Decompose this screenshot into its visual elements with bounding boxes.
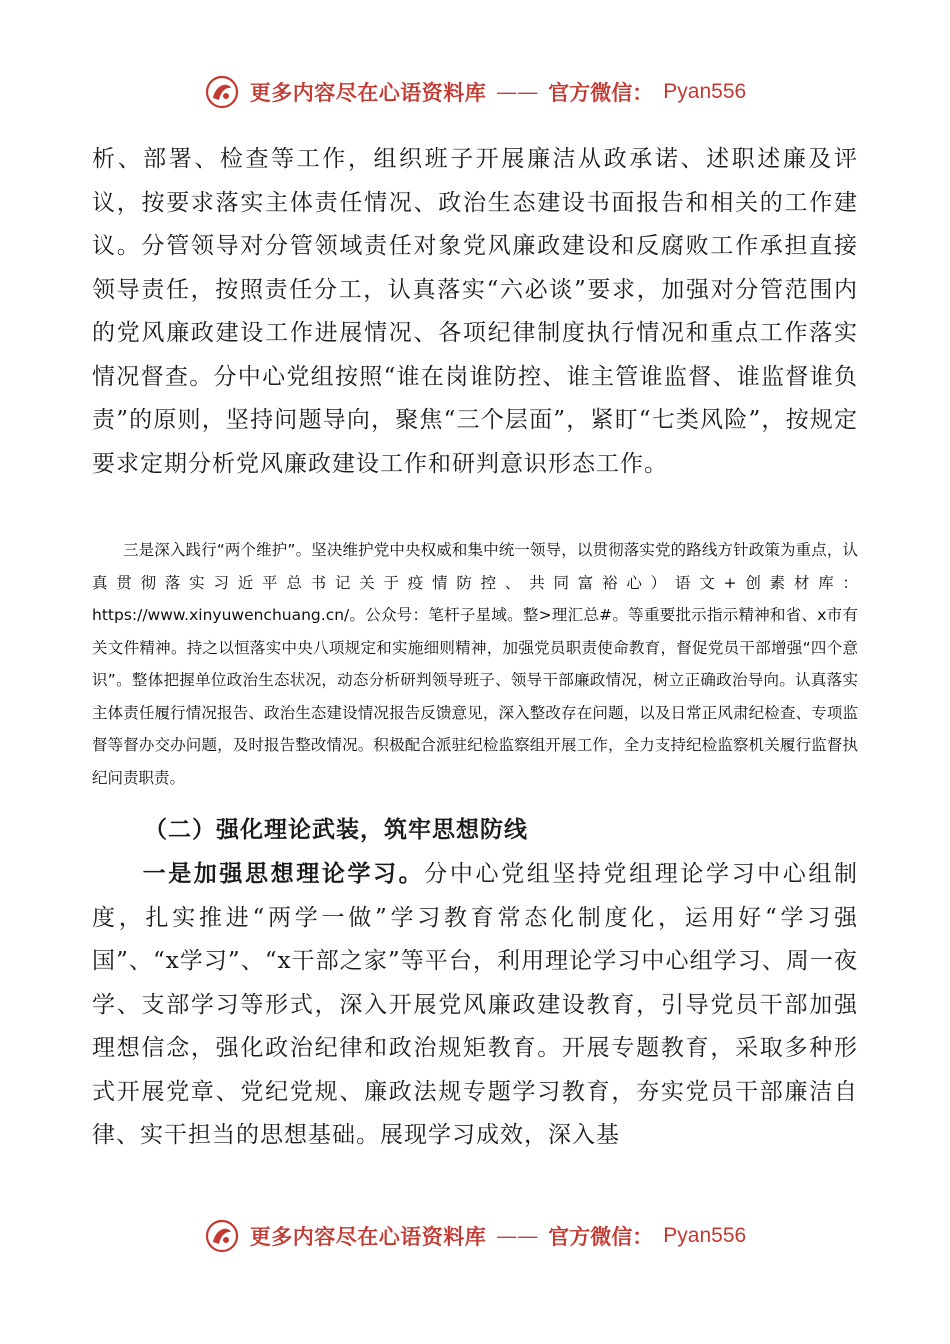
banner-channel: 官方微信：	[548, 1224, 654, 1249]
header-banner[interactable]	[0, 72, 950, 112]
banner-separator: ——	[496, 1224, 539, 1248]
paragraph-2-text: 分中心党组坚持党组理论学习中心组制度，扎实推进“两学一做”学习教育常态化制度化，运用好“学习强国”、“x学习”、“x干部之家”等平台，利用理论学习中心组学习、周一夜学、支部学习等形式，深入开展党风廉政建设教育，引导党员干部加强理想信念，强化政治纪律和政治规矩教育。开展专题教育，采取多种形式开展党章、党纪党规、廉政法规专题学习教育，夯实党员干部廉洁自律、实干担当的思想基础。展现学习成效，深入基	[92, 861, 859, 1148]
banner-separator: ——	[496, 80, 539, 104]
paragraph-2-lead: 一是加强思想理论学习。	[142, 860, 425, 887]
logo-icon	[204, 1218, 240, 1254]
paragraph-small: 三是深入践行“两个维护”。坚决维护党中央权威和集中统一领导，以贯彻落实党的路线方针政策为重点，认真贯彻落实习近平总书记关于疫情防控、共同富裕心）语文+创素材库：https://www.xinyuwenchuang.cn/。公众号：笔杆子星域。整>理汇总#。等重要批示指示精神和省、x市有关文件精神。持之以恒落实中央八项规定和实施细则精神，加强党员职责使命教育，督促党员干部增强“四个意识”。整体把握单位政治生态状况，动态分析研判领导班子、领导干部廉政情况，树立正确政治导向。认真落实主体责任履行情况报告、政治生态建设情况报告反馈意见，深入整改存在问题，以及日常正风肃纪检查、专项监督等督办交办问题，及时报告整改情况。积极配合派驻纪检监察组开展工作，全力支持纪检监察机关履行监督执纪问责职责。	[92, 541, 858, 787]
banner-channel: 官方微信：	[548, 80, 654, 105]
banner-text: 更多内容尽在心语资料库	[249, 1224, 487, 1249]
section-heading: （二）强化理论武装，筑牢思想防线	[144, 816, 528, 843]
paragraph-1: 析、部署、检查等工作，组织班子开展廉洁从政承诺、述职述廉及评议，按要求落实主体责任情况、政治生态建设书面报告和相关的工作建议。分管领导对分管领域责任对象党风廉政建设和反腐败工作承担直接领导责任，按照责任分工，认真落实“六必谈”要求，加强对分管范围内的党风廉政建设工作进展情况、各项纪律制度执行情况和重点工作落实情况督查。分中心党组按照“谁在岗谁防控、谁主管谁监督、谁监督谁负责”的原则，坚持问题导向，聚焦“三个层面”，紧盯“七类风险”，按规定要求定期分析党风廉政建设工作和研判意识形态工作。	[92, 146, 858, 477]
footer-banner[interactable]	[0, 1216, 950, 1256]
banner-code: Pyan556	[663, 1224, 747, 1247]
banner-text: 更多内容尽在心语资料库	[249, 80, 487, 105]
logo-icon	[204, 74, 240, 110]
banner-code: Pyan556	[663, 80, 747, 103]
paragraph-2	[92, 852, 858, 1158]
